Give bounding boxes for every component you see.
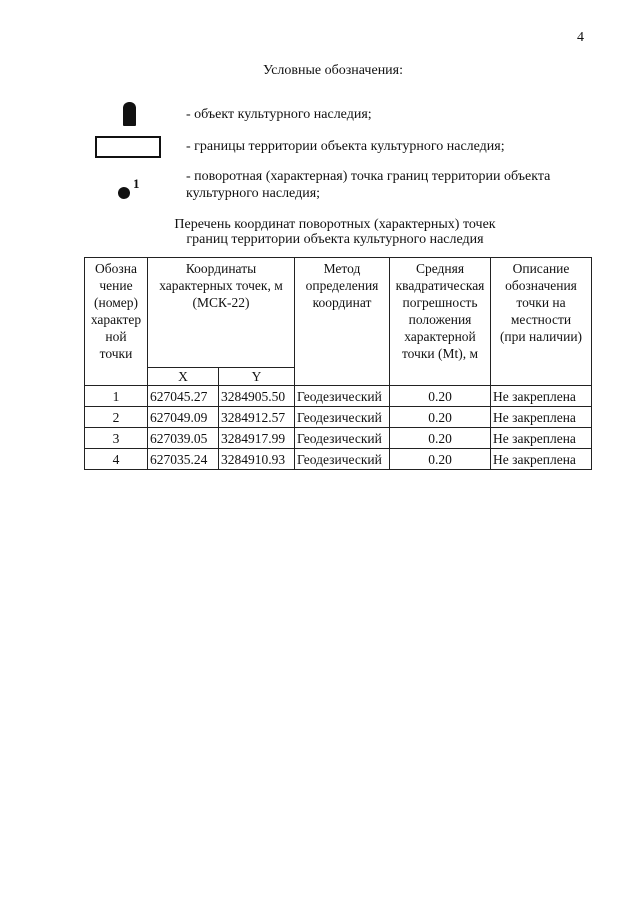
header-text: положения: [408, 312, 472, 327]
cell-num: 1: [85, 386, 148, 407]
cell-method: Геодезический: [295, 407, 390, 428]
cell-x: 627049.09: [148, 407, 219, 428]
header-text: координат: [312, 295, 372, 310]
turning-point-icon: [118, 187, 130, 199]
cell-error: 0.20: [390, 449, 491, 470]
territory-boundary-icon: [95, 136, 161, 158]
cell-y: 3284912.57: [219, 407, 295, 428]
cell-x: 627035.24: [148, 449, 219, 470]
header-text: Средняя: [415, 261, 465, 276]
cell-y: 3284910.93: [219, 449, 295, 470]
header-text: характерных точек, м: [159, 278, 283, 293]
header-text: точки: [99, 346, 133, 361]
cell-description: Не закреплена: [491, 386, 592, 407]
header-text: (МСК-22): [192, 295, 250, 310]
header-text: чение: [99, 278, 133, 293]
cell-y: 3284905.50: [219, 386, 295, 407]
header-method: [295, 258, 390, 386]
cell-num: 4: [85, 449, 148, 470]
header-text: квадратическая: [395, 278, 485, 293]
header-y: Y: [219, 368, 295, 386]
legend-item-boundary: - границы территории объекта культурного наследия;: [186, 139, 505, 154]
turning-point-marker-label: 1: [133, 176, 140, 191]
cell-error: 0.20: [390, 407, 491, 428]
header-text: обозначения: [505, 278, 577, 293]
cell-description: Не закреплена: [491, 428, 592, 449]
cell-x: 627045.27: [148, 386, 219, 407]
list-title-line2: границ территории объекта культурного наследия: [186, 232, 484, 247]
legend-item-turning-point-line2: культурного наследия;: [186, 186, 321, 201]
list-title-line1: Перечень координат поворотных (характерных) точек: [174, 217, 496, 232]
header-text: Обозна: [95, 261, 137, 276]
cell-x: 627039.05: [148, 428, 219, 449]
list-title: [150, 217, 520, 247]
header-text: погрешность: [402, 295, 478, 310]
table-row: [85, 428, 592, 449]
legend-item-turning-point-line1: - поворотная (характерная) точка границ территории объекта: [186, 169, 551, 184]
cell-method: Геодезический: [295, 449, 390, 470]
cell-num: 2: [85, 407, 148, 428]
table-header-row: [85, 258, 592, 368]
table-row: [85, 407, 592, 428]
legend-item-object: - объект культурного наследия;: [186, 107, 372, 122]
cell-method: Геодезический: [295, 386, 390, 407]
header-coordinates: [148, 258, 295, 368]
header-designation: [85, 258, 148, 386]
header-text: Описание: [512, 261, 570, 276]
header-text: точки на: [516, 295, 566, 310]
cell-error: 0.20: [390, 386, 491, 407]
header-text: определения: [305, 278, 379, 293]
cell-y: 3284917.99: [219, 428, 295, 449]
legend-item-turning-point: [186, 168, 606, 202]
table-row: [85, 386, 592, 407]
header-error: [390, 258, 491, 386]
coordinates-table: [84, 257, 592, 470]
cell-error: 0.20: [390, 428, 491, 449]
header-x: X: [148, 368, 219, 386]
header-text: местности: [510, 312, 572, 327]
header-text: характер: [90, 312, 142, 327]
cell-method: Геодезический: [295, 428, 390, 449]
cell-description: Не закреплена: [491, 407, 592, 428]
header-text: (номер): [94, 295, 138, 310]
header-text: Метод: [323, 261, 361, 276]
header-text: Координаты: [185, 261, 257, 276]
legend-title: Условные обозначения:: [262, 63, 404, 78]
cultural-heritage-object-icon: [123, 102, 136, 126]
header-text: точки (Mt), м: [401, 346, 479, 361]
header-text: характерной: [404, 329, 476, 344]
page-number: 4: [577, 30, 584, 45]
header-text: ной: [105, 329, 127, 344]
header-text: (при наличии): [499, 329, 583, 344]
header-description: [491, 258, 592, 386]
table-row: [85, 449, 592, 470]
cell-description: Не закреплена: [491, 449, 592, 470]
cell-num: 3: [85, 428, 148, 449]
